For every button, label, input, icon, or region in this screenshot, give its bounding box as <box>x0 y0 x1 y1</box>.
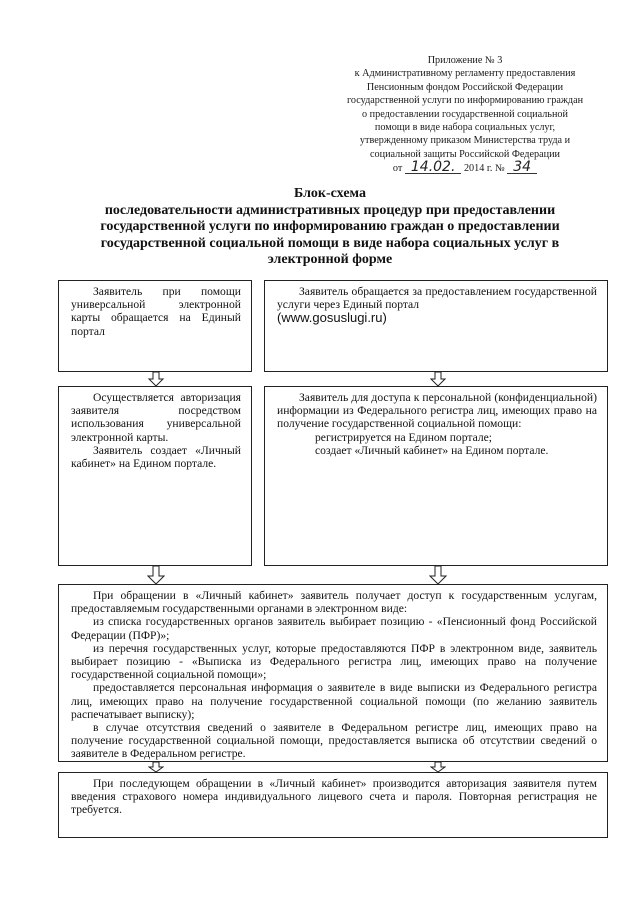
arrow-down-icon <box>148 762 164 772</box>
arrow-down-icon <box>148 372 164 386</box>
title-line: государственной услуги по информированию граждан о предоставлении <box>100 219 560 234</box>
flow-box-repeat-login <box>58 772 608 838</box>
appendix-line: помощи в виде набора социальных услуг, <box>374 122 556 134</box>
order-date-handwritten: 14.02. <box>405 161 462 174</box>
arrow-down-icon <box>430 372 446 386</box>
box-text: При последующем обращении в «Личный кабинет» производится авторизация заявителя путем введения страхового номера индивидуального лицевого счета и пароля. Повторная регистрация не требуется. <box>71 777 597 817</box>
appendix-line: Приложение № 3 <box>427 55 503 66</box>
order-prefix: от <box>392 163 403 175</box>
box-text: предоставляется персональная информация о заявителе в виде выписки из Федерального регистра лиц, имеющих право на получение государственной социальной помощи (по желанию заявитель распечатывает выписку); <box>71 681 597 721</box>
title-line: последовательности административных процедур при предоставлении <box>104 202 556 218</box>
portal-url: (www.gosuslugi.ru) <box>277 310 387 326</box>
title-line: государственной социальной помощи в виде набора социальных услуг в <box>100 235 560 251</box>
box-text: в случае отсутствия сведений о заявителе в Федеральном регистре лиц, имеющих право на получение государственной социальной помощи, предоставляется выписка об отсутствии сведений о заявителе в Федеральном регистре. <box>71 721 597 761</box>
arrow-down-icon <box>430 762 446 772</box>
title-line: электронной форме <box>267 252 393 267</box>
appendix-line: Пенсионным фондом Российской Федерации <box>366 81 564 93</box>
appendix-line: социальной защиты Российской Федерации <box>370 148 560 160</box>
box-text: создает «Личный кабинет» на Едином портале. <box>315 443 549 457</box>
arrow-down-icon <box>429 566 447 584</box>
flow-box-portal-request <box>264 280 608 372</box>
order-year: 2014 г. № <box>463 163 505 175</box>
box-text: При обращении в «Личный кабинет» заявитель получает доступ к государственным услугам, предоставляемым государственными органами в электронном виде: <box>71 589 597 616</box>
box-text: Заявитель для доступа к персональной (конфиденциальной) информации из Федерального регистра лиц, имеющих право на получение государственной социальной помощи: <box>277 391 597 431</box>
appendix-line: о предоставлении государственной социальной <box>362 108 568 120</box>
title-line: Блок-схема <box>294 186 366 201</box>
appendix-header <box>330 54 600 176</box>
box-text: регистрируется на Едином портале; <box>315 430 492 444</box>
arrow-down-icon <box>147 566 165 584</box>
flow-box-uec-portal <box>58 280 252 372</box>
appendix-line: государственной услуги по информированию граждан <box>346 95 584 107</box>
box-text: Заявитель обращается за предоставлением государственной услуги через Единый портал <box>277 285 597 312</box>
box-text: из перечня государственных услуг, которые предоставляются ПФР в электронном виде, заявитель выбирает позицию - «Выписка из Федерального регистра лиц, имеющих право на получение государственной социальной помощи»; <box>71 641 597 682</box>
box-text: Заявитель при помощи универсальной электронной карты обращается на Единый портал <box>71 285 241 338</box>
appendix-line: утвержденному приказом Министерства труда и <box>359 135 571 147</box>
order-number-handwritten: 34 <box>507 161 537 174</box>
box-text: из списка государственных органов заявитель выбирает позицию - «Пенсионный фонд Российской Федерации (ПФР)»; <box>71 615 597 642</box>
flow-box-uec-auth <box>58 386 252 566</box>
order-date-line <box>330 161 600 175</box>
box-text: Осуществляется авторизация заявителя посредством использования универсальной электронной карты. <box>71 391 241 444</box>
flow-box-personal-cabinet <box>58 584 608 762</box>
document-title <box>50 186 610 269</box>
flow-box-registration <box>264 386 608 566</box>
box-text: Заявитель создает «Личный кабинет» на Едином портале. <box>71 443 241 471</box>
appendix-line: к Административному регламенту предоставления <box>354 68 576 80</box>
